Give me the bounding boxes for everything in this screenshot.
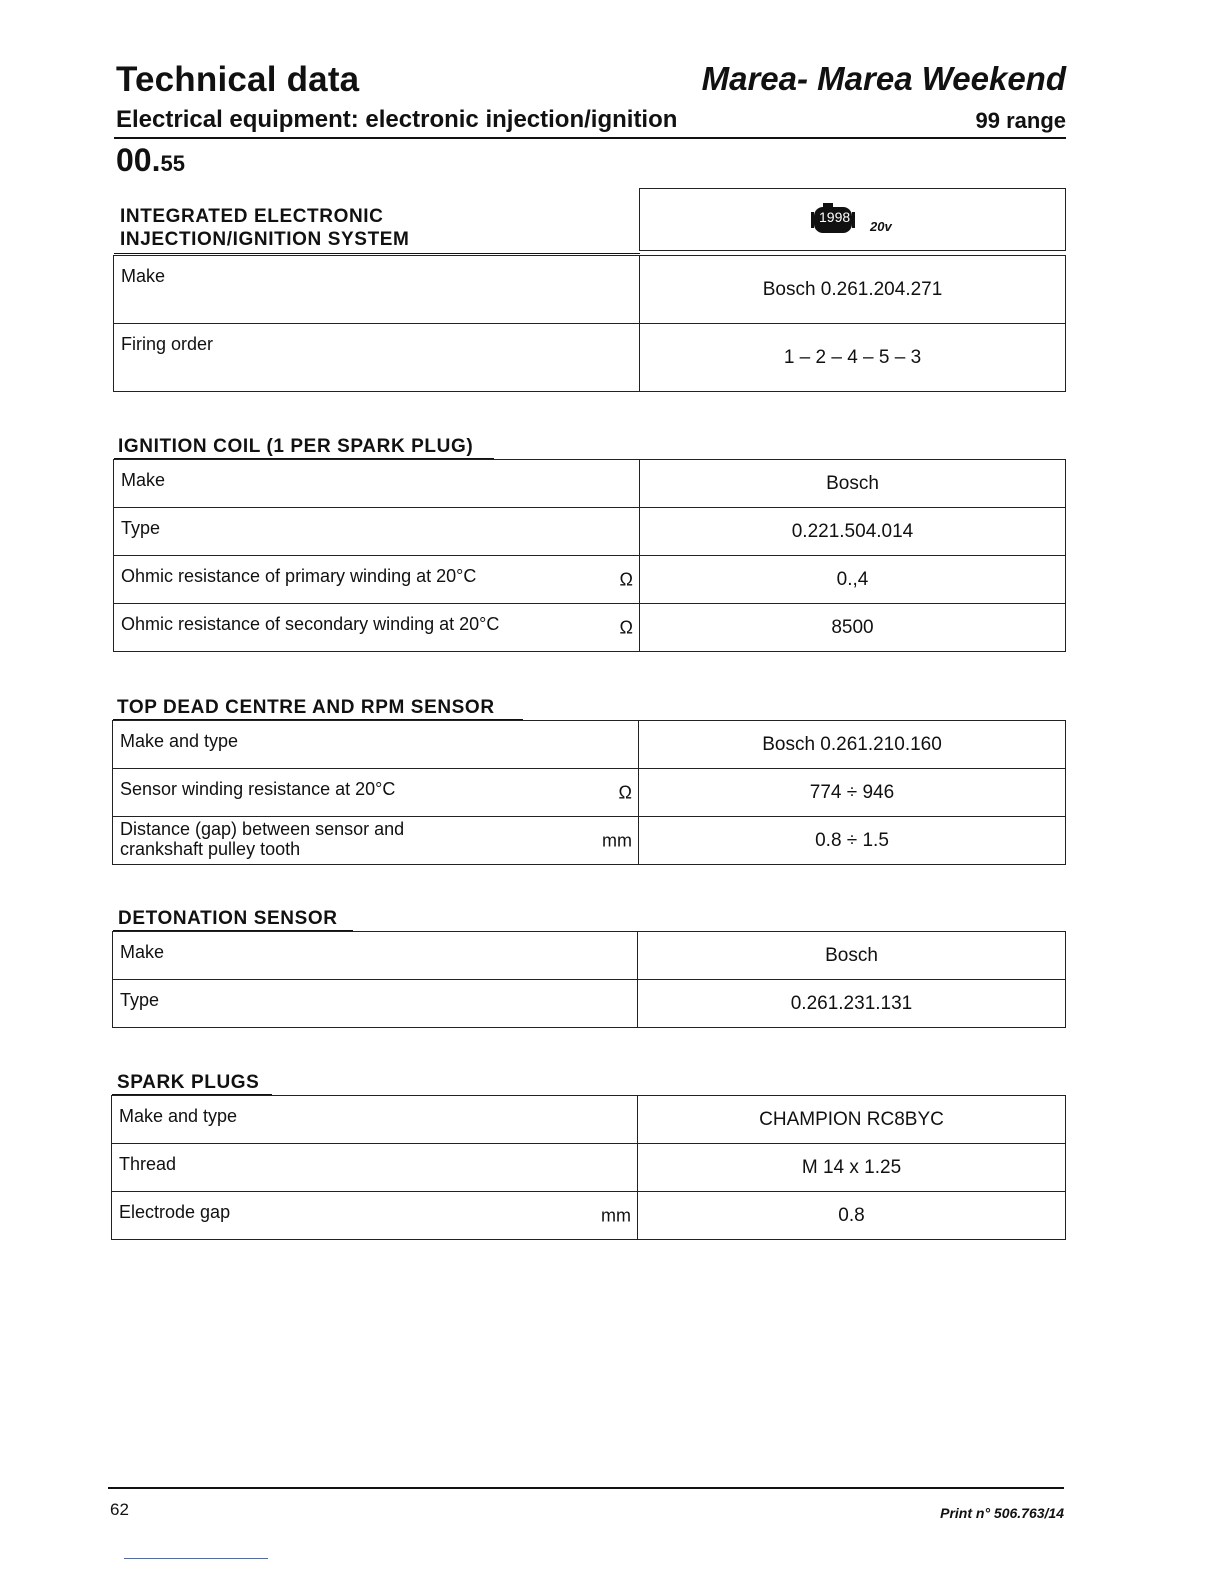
row-label: Thread — [119, 1154, 177, 1174]
row-label-cell — [114, 556, 640, 604]
row-label: Make — [120, 942, 165, 962]
row-label-line1: Distance (gap) between sensor and — [120, 819, 405, 839]
detonation-section-title: DETONATION SENSOR — [118, 908, 338, 929]
row-label-cell — [114, 256, 640, 324]
table-row — [113, 817, 1066, 865]
row-label-cell — [113, 980, 638, 1028]
table-row — [114, 460, 1066, 508]
row-label-cell — [113, 817, 639, 865]
row-label-cell — [113, 721, 639, 769]
row-value: M 14 x 1.25 — [638, 1144, 1066, 1192]
model-name: Marea- Marea Weekend — [701, 60, 1066, 97]
row-unit: Ω — [619, 569, 633, 589]
row-label: Make and type — [119, 1106, 238, 1126]
table-row — [114, 508, 1066, 556]
row-value: 0.,4 — [640, 556, 1066, 604]
row-label: Sensor winding resistance at 20°C — [120, 779, 396, 799]
table-row — [112, 1192, 1066, 1240]
row-label: Ohmic resistance of primary winding at 20°C — [121, 566, 477, 586]
detonation-table — [112, 931, 1066, 1028]
footer-link-underline — [124, 1558, 268, 1559]
row-value: Bosch — [638, 932, 1066, 980]
row-label: Firing order — [121, 334, 214, 354]
row-label-line2: crankshaft pulley tooth — [120, 839, 301, 859]
row-label-cell — [114, 604, 640, 652]
row-label-cell — [112, 1192, 638, 1240]
plugs-table — [111, 1095, 1066, 1240]
row-label-cell — [113, 932, 638, 980]
row-value: 0.8 ÷ 1.5 — [639, 817, 1066, 865]
table-row — [113, 769, 1066, 817]
page-subtitle: Electrical equipment: electronic injection/ignition — [116, 106, 678, 133]
table-row — [112, 1096, 1066, 1144]
page-number: 62 — [110, 1500, 129, 1519]
row-value: 774 ÷ 946 — [639, 769, 1066, 817]
engine-displacement: 1998 — [819, 209, 851, 225]
row-value: 0.261.231.131 — [638, 980, 1066, 1028]
section-code — [116, 142, 185, 179]
injection-table — [113, 255, 1066, 392]
print-reference: Print n° 506.763/14 — [940, 1505, 1064, 1521]
range-label: 99 range — [975, 108, 1066, 133]
table-row — [114, 256, 1066, 324]
row-label-cell — [114, 508, 640, 556]
engine-icon — [811, 203, 855, 235]
row-value: 8500 — [640, 604, 1066, 652]
row-label-cell — [113, 769, 639, 817]
injection-title-line1: INTEGRATED ELECTRONIC — [120, 206, 384, 227]
row-label: Make — [121, 266, 166, 286]
row-label: Type — [120, 990, 160, 1010]
row-value: Bosch 0.261.210.160 — [639, 721, 1066, 769]
row-unit: Ω — [618, 782, 632, 802]
row-label: Make and type — [120, 731, 239, 751]
row-label: Ohmic resistance of secondary winding at 20°C — [121, 614, 500, 634]
row-value: 1 – 2 – 4 – 5 – 3 — [640, 324, 1066, 392]
header-divider — [114, 137, 1066, 139]
coil-table — [113, 459, 1066, 652]
tdc-table — [112, 720, 1066, 865]
row-unit: Ω — [619, 617, 633, 637]
row-label: Make — [121, 470, 166, 490]
table-row — [112, 1144, 1066, 1192]
row-label-cell — [112, 1096, 638, 1144]
row-value: 0.8 — [638, 1192, 1066, 1240]
row-label-cell — [114, 324, 640, 392]
footer-divider — [108, 1487, 1064, 1489]
table-row — [114, 556, 1066, 604]
engine-header-cell — [639, 188, 1066, 251]
row-label-cell — [114, 460, 640, 508]
table-row — [113, 980, 1066, 1028]
tdc-section-title: TOP DEAD CENTRE AND RPM SENSOR — [117, 697, 495, 718]
row-label — [120, 817, 638, 859]
injection-title-rule — [114, 253, 640, 254]
table-row — [114, 324, 1066, 392]
coil-section-title: IGNITION COIL (1 PER SPARK PLUG) — [118, 436, 474, 457]
injection-section-title — [120, 205, 409, 251]
injection-title-line2: INJECTION/IGNITION SYSTEM — [120, 229, 410, 250]
row-label-cell — [112, 1144, 638, 1192]
row-label: Type — [121, 518, 161, 538]
table-row — [114, 604, 1066, 652]
row-label: Electrode gap — [119, 1202, 231, 1222]
row-unit: mm — [602, 830, 632, 850]
row-value: Bosch 0.261.204.271 — [640, 256, 1066, 324]
table-row — [113, 721, 1066, 769]
row-value: Bosch — [640, 460, 1066, 508]
plugs-section-title: SPARK PLUGS — [117, 1072, 260, 1093]
row-value: CHAMPION RC8BYC — [638, 1096, 1066, 1144]
engine-valves: 20v — [870, 219, 892, 234]
section-code-sub: 55 — [160, 151, 185, 176]
section-code-main: 00. — [116, 142, 161, 178]
row-value: 0.221.504.014 — [640, 508, 1066, 556]
page-title: Technical data — [116, 60, 360, 99]
table-row — [113, 932, 1066, 980]
row-unit: mm — [601, 1205, 631, 1225]
